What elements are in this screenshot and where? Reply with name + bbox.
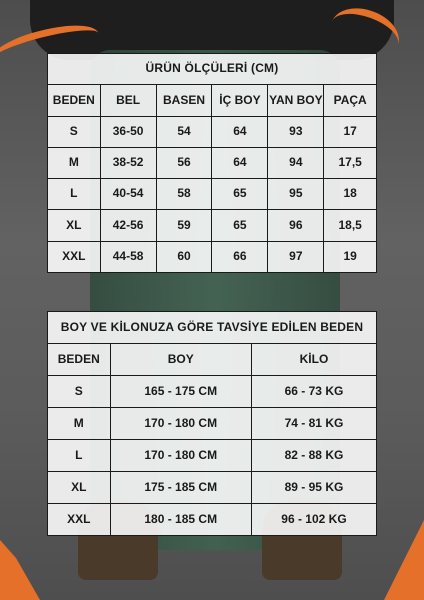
header-boy: BOY xyxy=(110,344,251,376)
table-row xyxy=(48,210,377,241)
cell-boy: 170 - 180 CM xyxy=(110,440,251,472)
table-row xyxy=(48,241,377,272)
table-row xyxy=(48,376,377,408)
header-yan-boy: YAN BOY xyxy=(268,85,324,116)
cell-kilo: 89 - 95 KG xyxy=(251,472,376,504)
cell-yan-boy: 94 xyxy=(268,147,324,178)
cell-bel: 42-56 xyxy=(100,210,156,241)
measurements-header-row xyxy=(48,85,377,116)
table-row xyxy=(48,440,377,472)
cell-kilo: 82 - 88 KG xyxy=(251,440,376,472)
cell-basen: 54 xyxy=(156,116,212,147)
header-basen: BASEN xyxy=(156,85,212,116)
table-row xyxy=(48,147,377,178)
cell-bel: 40-54 xyxy=(100,179,156,210)
cell-boy: 175 - 185 CM xyxy=(110,472,251,504)
cell-yan-boy: 97 xyxy=(268,241,324,272)
header-bel: BEL xyxy=(100,85,156,116)
cell-bel: 38-52 xyxy=(100,147,156,178)
size-label: L xyxy=(48,179,101,210)
cell-basen: 58 xyxy=(156,179,212,210)
header-kilo: KİLO xyxy=(251,344,376,376)
cell-yan-boy: 93 xyxy=(268,116,324,147)
cell-yan-boy: 96 xyxy=(268,210,324,241)
size-label: M xyxy=(48,408,111,440)
cell-paca: 18,5 xyxy=(324,210,377,241)
cell-ic-boy: 64 xyxy=(212,116,268,147)
cell-ic-boy: 66 xyxy=(212,241,268,272)
cell-bel: 44-58 xyxy=(100,241,156,272)
cell-basen: 59 xyxy=(156,210,212,241)
header-beden: BEDEN xyxy=(48,344,111,376)
table-row xyxy=(48,179,377,210)
table-row xyxy=(48,472,377,504)
orange-swoosh-bottom-right xyxy=(384,520,424,600)
cell-basen: 60 xyxy=(156,241,212,272)
orange-swoosh-bottom-left xyxy=(0,540,40,600)
table-row xyxy=(48,116,377,147)
measurements-title: ÜRÜN ÖLÇÜLERİ (CM) xyxy=(48,54,377,85)
table-row xyxy=(48,408,377,440)
recommended-size-table xyxy=(47,311,377,536)
cell-yan-boy: 95 xyxy=(268,179,324,210)
cell-boy: 165 - 175 CM xyxy=(110,376,251,408)
size-label: S xyxy=(48,116,101,147)
size-label: XXL xyxy=(48,241,101,272)
size-label: XXL xyxy=(48,504,111,536)
cell-kilo: 74 - 81 KG xyxy=(251,408,376,440)
cell-kilo: 96 - 102 KG xyxy=(251,504,376,536)
size-label: XL xyxy=(48,210,101,241)
cell-ic-boy: 65 xyxy=(212,179,268,210)
cell-paca: 19 xyxy=(324,241,377,272)
header-ic-boy: İÇ BOY xyxy=(212,85,268,116)
cell-paca: 17,5 xyxy=(324,147,377,178)
cell-boy: 170 - 180 CM xyxy=(110,408,251,440)
header-beden: BEDEN xyxy=(48,85,101,116)
cell-boy: 180 - 185 CM xyxy=(110,504,251,536)
cell-ic-boy: 64 xyxy=(212,147,268,178)
recommend-header-row xyxy=(48,344,377,376)
cell-bel: 36-50 xyxy=(100,116,156,147)
recommend-title: BOY VE KİLONUZA GÖRE TAVSİYE EDİLEN BEDEN xyxy=(48,312,377,344)
cell-basen: 56 xyxy=(156,147,212,178)
size-label: S xyxy=(48,376,111,408)
header-paca: PAÇA xyxy=(324,85,377,116)
size-label: L xyxy=(48,440,111,472)
cell-kilo: 66 - 73 KG xyxy=(251,376,376,408)
product-measurements-table xyxy=(47,53,377,273)
size-label: M xyxy=(48,147,101,178)
cell-paca: 18 xyxy=(324,179,377,210)
cell-paca: 17 xyxy=(324,116,377,147)
size-label: XL xyxy=(48,472,111,504)
cell-ic-boy: 65 xyxy=(212,210,268,241)
table-row xyxy=(48,504,377,536)
